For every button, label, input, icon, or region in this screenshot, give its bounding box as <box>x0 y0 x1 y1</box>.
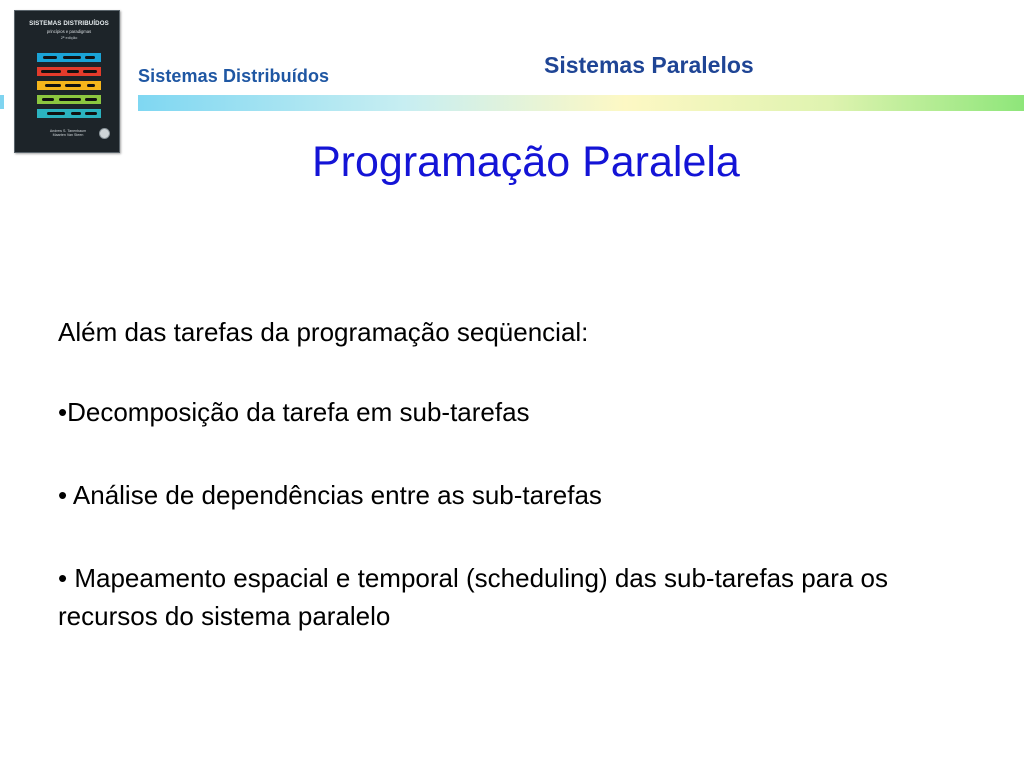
bullet-item-1: •Decomposição da tarefa em sub-tarefas <box>58 397 530 427</box>
book-stripe-5 <box>37 109 101 118</box>
book-cover-authors: Andrew S. Tanenbaum Maarten Van Steen <box>49 129 87 138</box>
book-cover-image <box>14 10 120 153</box>
book-stripe-2 <box>37 67 101 76</box>
book-cover-subtitle: princípios e paradigmas <box>46 29 92 34</box>
publisher-logo-icon <box>99 128 110 139</box>
book-stripe-4 <box>37 95 101 104</box>
header-title: Sistemas Paralelos <box>544 52 754 78</box>
book-cover-edition: 2ª edição <box>60 35 78 40</box>
header-gradient-band <box>138 95 1024 111</box>
brand-title: Sistemas Distribuídos <box>138 66 330 86</box>
bullet-item-3: • Mapeamento espacial e temporal (scheduling) das sub-tarefas para os recursos do sistema paralelo <box>58 563 888 631</box>
intro-text: Além das tarefas da programação seqüencial: <box>58 317 589 347</box>
book-stripe-1 <box>37 53 101 62</box>
left-accent-bar <box>0 95 4 109</box>
slide-title: Programação Paralela <box>312 138 740 186</box>
book-cover-title: SISTEMAS DISTRIBUÍDOS <box>29 20 109 27</box>
bullet-item-2: • Análise de dependências entre as sub-tarefas <box>58 480 602 510</box>
book-stripe-3 <box>37 81 101 90</box>
